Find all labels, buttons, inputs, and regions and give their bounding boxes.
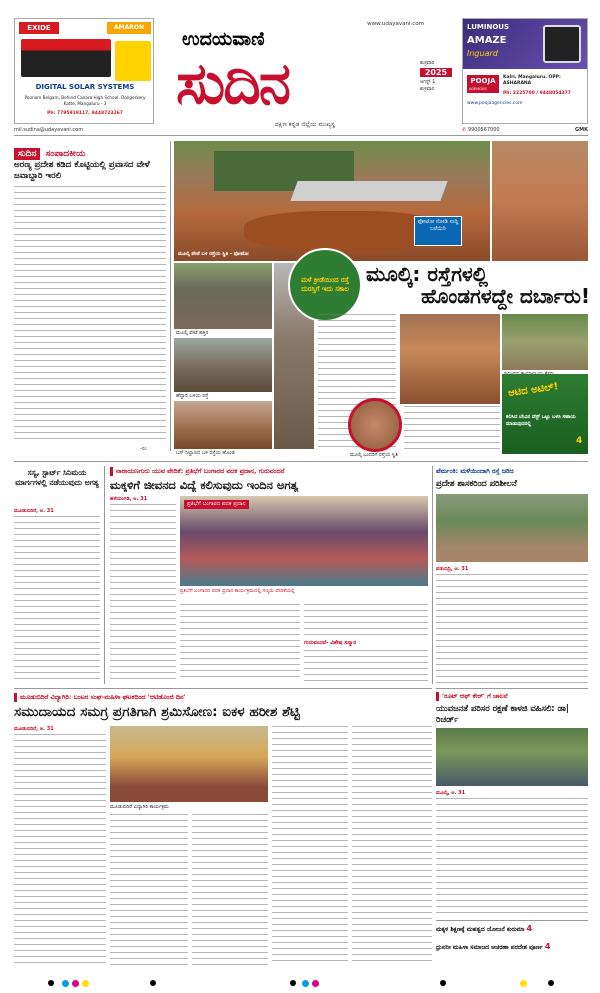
dealer-address: Kalri, Mangaluru. OPP: ASHARANA bbox=[503, 75, 561, 86]
amaron-logo: AMARON bbox=[107, 22, 151, 34]
right-photo bbox=[436, 494, 588, 562]
phone-tag: GMK bbox=[575, 127, 588, 133]
right2-dateline: ಮೂಲ್ಕಿ, ಆ. 31 bbox=[436, 790, 466, 796]
lead-headline-2: ಹೊಂಡಗಳದ್ದೇ ದರ್ಬಾರು! bbox=[420, 284, 590, 308]
masthead-brand: ಉದಯವಾಣಿ bbox=[182, 28, 265, 50]
editorial-kicker-a: ಸುದಿನ bbox=[14, 148, 40, 160]
product-name: AMAZE bbox=[467, 35, 507, 46]
center-body-a bbox=[110, 504, 176, 682]
teaser-1-text: ಮಕ್ಕಳ ಶಿಕ್ಷಣಕ್ಕೆ ಮಹತ್ವದ ಯೋಜನೆ ಕುರುಮಾ bbox=[436, 926, 525, 933]
bottom-caption: ಮೂಡುಬಿದಿರೆ ವಿದ್ಯಾಗಿರಿ ಕಾರ್ಯಕ್ರಮ bbox=[110, 804, 169, 810]
ad-right bbox=[462, 18, 588, 124]
lead-body-b bbox=[404, 406, 500, 454]
dealer-sub: AGENCIES bbox=[469, 87, 487, 91]
right2-body bbox=[436, 798, 588, 916]
date-month: ಆಗಸ್ಟ್ 1 bbox=[420, 79, 436, 85]
bottom-photo bbox=[110, 726, 268, 802]
ad-company: DIGITAL SOLAR SYSTEMS bbox=[35, 83, 135, 91]
lead-photo-2 bbox=[174, 263, 272, 329]
masthead-email: mil.sudina@udayavani.com bbox=[14, 127, 84, 133]
dealer-web: www.poojaagencies.com bbox=[467, 101, 523, 106]
bottom-body-e bbox=[352, 726, 432, 966]
center-body-b bbox=[180, 604, 300, 682]
inverter-image bbox=[543, 25, 581, 63]
battery-image bbox=[21, 39, 111, 77]
photo-badge-text: ಫೋಟೋ ನೋಡಿ ಸುದ್ದಿ ಬರೆಯಿರಿ bbox=[417, 219, 459, 232]
lead-caption-3: ಹೆದ್ದಾರಿ ಬಳಿಯ ರಸ್ತೆ bbox=[176, 393, 209, 399]
bottom-body-c bbox=[192, 814, 268, 966]
center-caption: ಪ್ರತಿಭೆಗೆ ಬಂಗಾರದ ಪದಕ ಪ್ರದಾನ ಕಾರ್ಯಕ್ರಮದಲ್ಲಿ ಗಣ್ಯರು ವೇದಿಕೆಯಲ್ಲಿ bbox=[180, 588, 295, 594]
center-dateline: ಹಳೆಯಂಗಡಿ, ಆ. 31 bbox=[110, 496, 148, 502]
lead-caption-2: ಮೂಲ್ಕಿ ಪೇಟೆ ಹತ್ತಿರ bbox=[176, 330, 209, 336]
center-body-c bbox=[304, 604, 428, 638]
dealer-logo: POOJA bbox=[467, 75, 499, 93]
right-body bbox=[436, 574, 588, 684]
center-body-d bbox=[304, 650, 428, 682]
left-col-title: ಸಸ್ಯ, ಸ್ಟಾರ್ಟ್ ಸಿನಿಮಯ ಮಾರ್ಗಗಳಲ್ಲಿ ನಡೆಯುವುದು ಅಗತ್ಯ bbox=[15, 468, 99, 487]
right-dateline: ಪಡುಬಿದ್ರಿ, ಆ. 31 bbox=[436, 566, 469, 572]
date-day: ಶುಕ್ರವಾರ bbox=[420, 60, 435, 66]
center-kicker: ನಾರಾಯಣಗುರು ಯುವ ವೇದಿಕೆ: ಪ್ರತಿಭೆಗೆ ಬಂಗಾರದ ಪದಕ ಪ್ರದಾನ, ಗುರುವಂದನೆ bbox=[110, 467, 428, 476]
masthead-title: ಸುದಿನ bbox=[176, 49, 289, 117]
right-headline: ಪ್ರದೇಶ ಶಾಸಕರಿಂದ ಪರಿಶೀಲನೆ bbox=[436, 478, 517, 488]
lead-photo-right bbox=[492, 141, 588, 261]
teaser-1-page: 4 bbox=[526, 924, 533, 933]
left-col-dateline: ಮೂಡುಬಿದಿರೆ, ಆ. 31 bbox=[14, 508, 54, 514]
lead-photo-4 bbox=[174, 401, 272, 449]
lead-caption-1: ಮೂಲ್ಕಿ ಪೇಟೆ ಬಳಿ ರಸ್ತೆಯ ಸ್ಥಿತಿ - ಫೋಟೋ bbox=[178, 251, 249, 257]
editorial-headline: ಅರಣ್ಯ ಪ್ರದೇಶ ಕಡಿದ ಕೊಟ್ಟಿಯಲ್ಲಿ ಪ್ರವಾಸದ ವೇಳೆ ಜವಾಬ್ದಾರಿ ಇರಲಿ bbox=[14, 160, 150, 181]
lead-photo-6 bbox=[400, 314, 500, 404]
date-weekday: ಶುಕ್ರವಾರ bbox=[420, 86, 435, 92]
exide-logo: EXIDE bbox=[19, 22, 59, 34]
teaser-2-page: 4 bbox=[544, 942, 551, 951]
promo-box bbox=[502, 374, 588, 454]
photo-badge bbox=[414, 216, 462, 246]
center-photo bbox=[180, 496, 428, 586]
date-year: 2025 bbox=[420, 68, 452, 77]
bottom-dateline: ಮೂಡುಬಿದಿರೆ, ಆ. 31 bbox=[14, 726, 54, 732]
right2-kicker: 'ರೂಟ್ ಆಫ್ ಕೇರ್' ಗೆ ಚಾಲನೆ bbox=[436, 692, 588, 701]
center-photo-label: ಪ್ರತಿಭೆಗೆ ಬಂಗಾರದ ಪದಕ ಪ್ರದಾನ bbox=[184, 500, 249, 509]
lead-photo-7 bbox=[502, 314, 588, 370]
lead-caption-4: ಬಸ್ ನಿಲ್ದಾಣದ ಬಳಿ ರಸ್ತೆಯ ಹೊಂಡ bbox=[176, 450, 235, 456]
left-col-body bbox=[14, 516, 100, 682]
teaser-1[interactable] bbox=[436, 924, 588, 934]
luminous-logo: LUMINOUS bbox=[467, 23, 509, 31]
editorial-body bbox=[14, 186, 166, 444]
ad-phone: Ph: 7795919117, 9448723267 bbox=[47, 111, 123, 116]
promo-title: ಆಟಿದ ಅಟಿಲ್! bbox=[507, 381, 560, 400]
bottom-kicker: ಮೂಡುಬಿದಿರೆ ವಿದ್ಯಾಗಿರಿ: ಬಂಟರ ಸಂಘ-ಮಹಿಳಾ ಘಟಕದಿಂದ 'ಆಟಿಡೊಂಜಿ ದಿನ' bbox=[14, 693, 432, 702]
editorial-kicker-b: ಸಂಪಾದಕೀಯ bbox=[45, 149, 86, 159]
lead-inset-circle bbox=[348, 398, 402, 452]
lead-badge-text: ಮಳೆ ಕ್ರೀಡೆಯಿಂದ ರಸ್ತೆ ದುರಸ್ತಿಗೆ ಇದು ಸಕಾಲ bbox=[301, 276, 349, 293]
promo-text: ಕಲಿಸಿದ ಬೇವಿನ ವೆಸ್ಟ್ ಒಟ್ಟು ಬಳಸಿ ಸಹಾಯ ಮಾಡುವುದರಲ್ಲಿ bbox=[506, 414, 576, 427]
registration-marks bbox=[0, 978, 600, 988]
right2-headline: ಯುವಜನತೆ ಪರಿಸರ ರಕ್ಷಣೆ ಕಾಳಜಿ ವಹಿಸಲಿ: ಡಾ| ರಿಚರ್ಡ್ bbox=[436, 703, 569, 724]
lead-headline-1: ಮೂಲ್ಕಿ: ರಸ್ತೆಗಳಲ್ಲಿ bbox=[366, 262, 488, 286]
bottom-headline: ಸಮುದಾಯದ ಸಮಗ್ರ ಪ್ರಗತಿಗಾಗಿ ಶ್ರಮಿಸೋಣ: ಐಕಳ ಹರೀಶ ಶೆಟ್ಟಿ bbox=[14, 704, 300, 720]
ad-left bbox=[14, 18, 154, 124]
ad-address: Poonam Belgam, Behind Canara High School, Dongerkery Katte, Mangaluru - 3 bbox=[24, 95, 146, 106]
date-box bbox=[420, 60, 460, 108]
editorial-signoff: -ಸಂ bbox=[140, 446, 147, 452]
center-headline: ಮಕ್ಕಳಿಗೆ ಜೀವನದ ವಿದ್ಯೆ ಕಲಿಸುವುದು ಇಂದಿನ ಅಗತ್ಯ bbox=[110, 478, 299, 492]
phone-strip bbox=[462, 127, 588, 133]
right2-photo bbox=[436, 728, 588, 786]
lead-photo-3 bbox=[174, 338, 272, 392]
bottom-body-a bbox=[14, 734, 106, 966]
lead-caption-6: ಮೂಲ್ಕಿ ಬಂದರಿಗೆ ರಸ್ತೆಯ ಸ್ಥಿತಿ bbox=[350, 452, 398, 458]
promo-page: 4 bbox=[576, 436, 583, 446]
bottom-body-b bbox=[110, 814, 188, 966]
masthead-tagline: ದಕ್ಷಿಣ ಕನ್ನಡ ಜಿಲ್ಲೆಯ ಮುಖ್ಯಸ್ಥ bbox=[274, 121, 336, 128]
editorial-kicker bbox=[14, 141, 166, 157]
phone-icon: ✆ bbox=[462, 127, 468, 133]
product-sub: Inguard bbox=[467, 49, 498, 58]
teaser-2[interactable] bbox=[436, 942, 588, 952]
masthead-url: www.udayavani.com bbox=[367, 21, 424, 27]
teaser-2-text: ಧ್ರುವರೀ ಮಹಿಳಾ ಸಮಾಜದ ಆಚರಣಾ ಪರದೇಶ ಪೂರ್ಣ bbox=[436, 944, 543, 951]
right-kicker: ಪೆರ್ಮಂಕಿ: ಮಳೆಯಿಂದಾಗಿ ರಸ್ತೆ ಜರಿದ bbox=[436, 467, 514, 475]
dealer-phone: Ph: 2225700 / 9448054377 bbox=[503, 91, 571, 96]
bottom-body-d bbox=[272, 726, 348, 966]
center-subhead: ಗುರುವಂದನೆ- ವಿಶೇಷ ಸನ್ಮಾನ bbox=[304, 640, 357, 646]
phone-number: 9900567000 bbox=[467, 127, 500, 133]
